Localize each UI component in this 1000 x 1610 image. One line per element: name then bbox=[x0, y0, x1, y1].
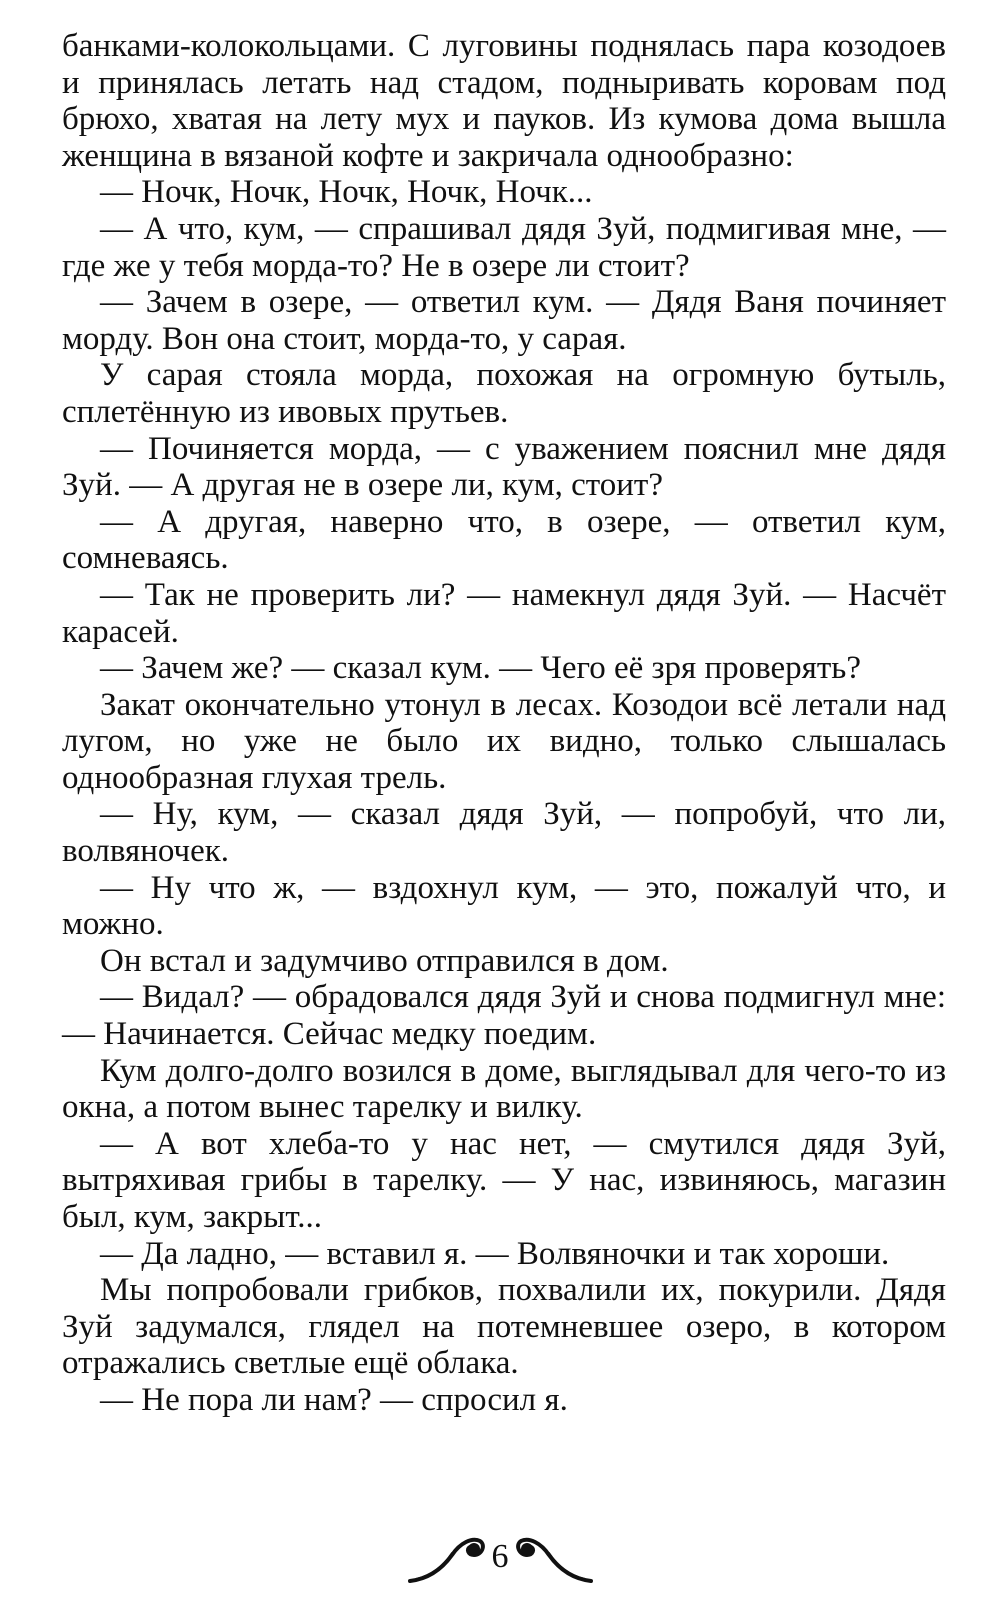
swirl-ornament-left-icon bbox=[406, 1529, 486, 1585]
paragraph: У сарая стояла морда, похожая на огромную бутыль, сплетённую из ивовых прутьев. bbox=[62, 357, 946, 430]
page-text bbox=[62, 28, 946, 1419]
paragraph: — Видал? — обрадовался дядя Зуй и снова подмигнул мне: — Начинается. Сейчас медку поедим. bbox=[62, 979, 946, 1053]
paragraph: Мы попробовали грибков, похвалили их, покурили. Дядя Зуй задумался, глядел на потемневшее озеро, в котором отражались светлые ещё облака. bbox=[62, 1272, 946, 1382]
paragraph: Закат окончательно утонул в лесах. Козодои всё летали над лугом, но уже не было их видно, только слышалась однообразная глухая трель. bbox=[62, 686, 946, 796]
paragraph: — Починяется морда, — с уважением пояснил мне дядя Зуй. — А другая не в озере ли, кум, стоит? bbox=[62, 430, 946, 504]
paragraph: — А другая, наверно что, в озере, — ответил кум, сомневаясь. bbox=[62, 503, 946, 577]
paragraph: — А что, кум, — спрашивал дядя Зуй, подмигивая мне, — где же у тебя морда-то? Не в озере ли стоит? bbox=[62, 210, 946, 284]
swirl-ornament-right-icon bbox=[515, 1529, 595, 1585]
paragraph: — Да ладно, — вставил я. — Волвяночки и так хороши. bbox=[100, 1235, 890, 1272]
paragraph: Кум долго-долго возился в доме, выглядывал для чего-то из окна, а потом вынес тарелку и вилку. bbox=[62, 1052, 946, 1126]
page-number: 6 bbox=[491, 1538, 509, 1575]
paragraph: — Так не проверить ли? — намекнул дядя Зуй. — Насчёт карасей. bbox=[62, 576, 946, 650]
paragraph: — Ночк, Ночк, Ночк, Ночк, Ночк... bbox=[100, 174, 593, 211]
paragraph: — А вот хлеба-то у нас нет, — смутился дядя Зуй, вытряхивая грибы в тарелку. — У нас, извиняюсь, магазин был, кум, закрыт... bbox=[62, 1125, 946, 1235]
paragraph: банками-колокольцами. С луговины поднялась пара козодоев и принялась летать над стадом, подныривать коровам под брюхо, хватая на лету мух и пауков. Из кумова дома вышла женщина в вязаной кофте и закричала однообразно: bbox=[62, 28, 946, 174]
paragraph: — Ну что ж, — вздохнул кум, — это, пожалуй что, и можно. bbox=[62, 869, 946, 943]
paragraph: — Зачем в озере, — ответил кум. — Дядя Ваня починяет морду. Вон она стоит, морда-то, у сарая. bbox=[62, 284, 946, 357]
page-footer bbox=[0, 1522, 1000, 1592]
paragraph: — Не пора ли нам? — спросил я. bbox=[100, 1381, 568, 1418]
paragraph: — Зачем же? — сказал кум. — Чего её зря проверять? bbox=[100, 650, 861, 687]
paragraph: — Ну, кум, — сказал дядя Зуй, — попробуй, что ли, волвяночек. bbox=[62, 796, 946, 870]
paragraph: Он встал и задумчиво отправился в дом. bbox=[100, 942, 669, 979]
